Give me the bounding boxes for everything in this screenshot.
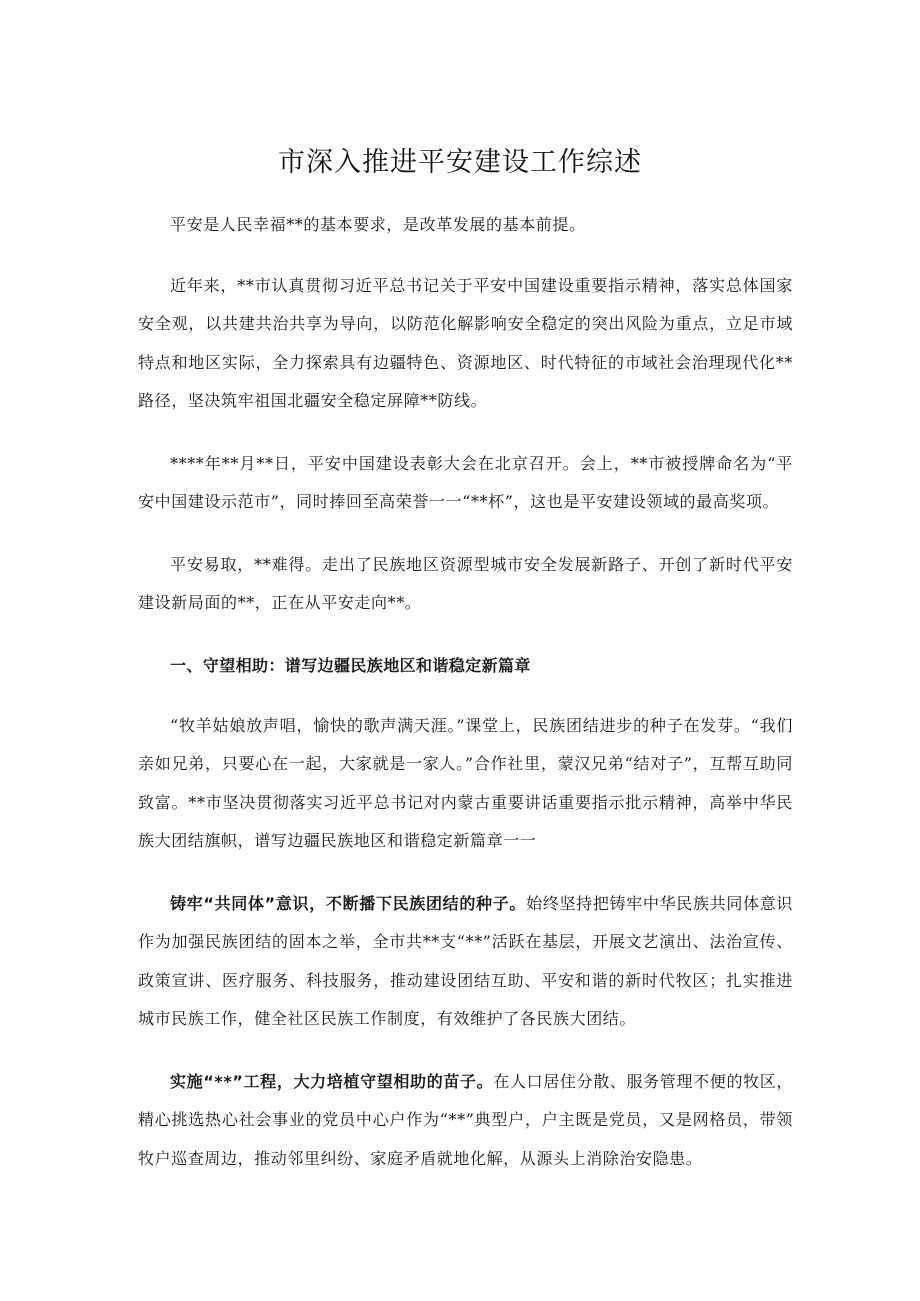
paragraph-intro: 平安是人民幸福**的基本要求，是改革发展的基本前提。 xyxy=(170,215,586,234)
paragraph-summary: 平安易取，**难得。走出了民族地区资源型城市安全发展新路子、开创了新时代平安建设新局面的**，正在从平安走向**。 xyxy=(138,554,793,612)
item-body-text: 在人口居住分散、服务管理不便的牧区，精心挑选热心社会事业的党员中心户作为“**”典型户，户主既是党员，又是网格员，带领牧户巡查周边，推动邻里纠纷、家庭矛盾就地化解，从源头上消除治安隐患。 xyxy=(138,1071,793,1168)
section-heading: 一、守望相助：谱写边疆民族地区和谐稳定新篇章 xyxy=(170,655,531,675)
document-body xyxy=(138,206,793,1202)
section-intro-paragraph: “牧羊姑娘放声唱，愉快的歌声满天涯。”课堂上，民族团结进步的种子在发芽。“我们亲如兄弟，只要心在一起，大家就是一家人。”合作社里，蒙汉兄弟“结对子”，互帮互助同致富。**市坚决贯彻落实习近平总书记对内蒙古重要讲话重要指示批示精神，高举中华民族大团结旗帜，谱写边疆民族地区和谐稳定新篇章一一 xyxy=(138,715,793,850)
item-lead-text: 实施“**”工程，大力培植守望相助的苗子。 xyxy=(170,1071,494,1091)
section-item-paragraph xyxy=(138,885,793,1039)
paragraph-award: ****年**月**日，平安中国建设表彰大会在北京召开。会上，**市被授牌命名为“平安中国建设示范市”，同时捧回至高荣誉一一“**杯”，这也是平安建设领域的最高奖项。 xyxy=(138,453,793,511)
paragraph-background: 近年来，**市认真贯彻习近平总书记关于平安中国建设重要指示精神，落实总体国家安全观，以共建共治共享为导向，以防范化解影响安全稳定的突出风险为重点，立足市域特点和地区实际，全力探索具有边疆特色、资源地区、时代特征的市域社会治理现代化**路径，坚决筑牢祖国北疆安全稳定屏障**防线。 xyxy=(138,275,793,410)
item-body-text: 始终坚持把铸牢中华民族共同体意识作为加强民族团结的固本之举，全市共**支“**”活跃在基层，开展文艺演出、法治宣传、政策宣讲、医疗服务、科技服务，推动建设团结互助、平安和谐的新时代牧区；扎实推进城市民族工作，健全社区民族工作制度，有效维护了各民族大团结。 xyxy=(138,893,793,1028)
section-item-paragraph xyxy=(138,1063,793,1179)
document-title: 市深入推进平安建设工作综述 xyxy=(278,147,642,178)
item-lead-text: 铸牢“共同体”意识，不断播下民族团结的种子。 xyxy=(170,893,527,913)
